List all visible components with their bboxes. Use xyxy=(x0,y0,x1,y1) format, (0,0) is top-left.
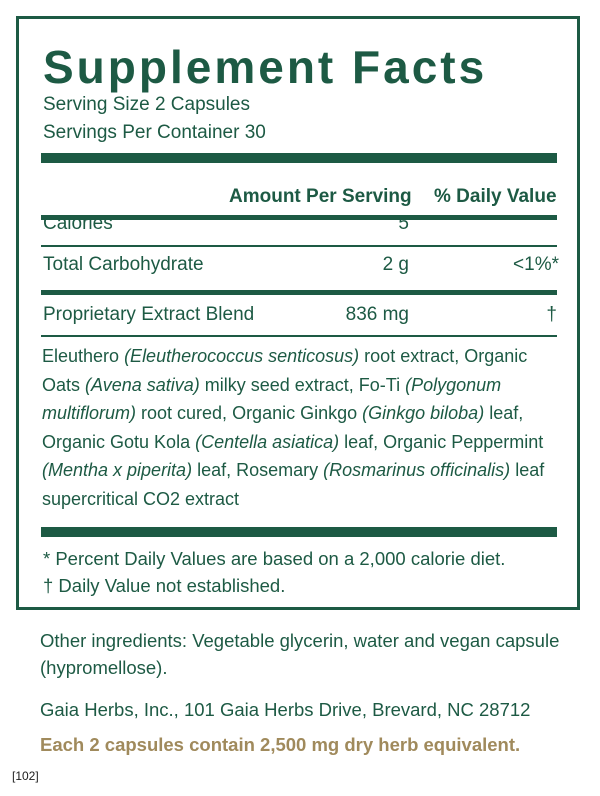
row-carbohydrate-amount: 2 g xyxy=(382,254,409,275)
divider-thin xyxy=(41,245,557,247)
header-amount-per-serving: Amount Per Serving xyxy=(229,186,412,207)
ingredient-text: leaf, Organic Gotu Kola xyxy=(42,403,524,452)
botanical-name: (Polygonum multiflorum) xyxy=(42,374,502,423)
footnote-daily-values: * Percent Daily Values are based on a 2,000 calorie diet. xyxy=(43,548,506,569)
herb-equivalent-statement: Each 2 capsules contain 2,500 mg dry herb equivalent. xyxy=(40,734,521,755)
panel-title: Supplement Facts xyxy=(43,41,488,93)
botanical-name: (Mentha x piperita) xyxy=(42,460,193,480)
ingredient-text: milky seed extract, Fo-Ti xyxy=(199,374,406,395)
row-blend-name: Proprietary Extract Blend xyxy=(43,304,255,325)
botanical-name: (Avena sativa) xyxy=(85,374,200,395)
servings-per-container: Servings Per Container 30 xyxy=(43,122,266,143)
row-carbohydrate-dv: <1%* xyxy=(513,254,559,275)
ingredient-text: leaf, Rosemary xyxy=(192,460,324,480)
botanical-name: (Ginkgo biloba) xyxy=(362,403,485,423)
botanical-name: (Centella asiatica) xyxy=(195,431,340,452)
ingredient-text: root extract, Organic Oats xyxy=(42,346,528,395)
other-ingredients: Other ingredients: Vegetable glycerin, water and vegan capsule (hypromellose). xyxy=(40,630,560,678)
botanical-name: (Rosmarinus officinalis) xyxy=(323,460,511,480)
footnote-not-established: † Daily Value not established. xyxy=(43,575,286,596)
row-calories-name: Calories xyxy=(43,213,113,234)
divider-medium xyxy=(41,290,557,295)
divider-thin xyxy=(41,335,557,337)
divider-thick xyxy=(41,527,557,537)
label-code: [102] xyxy=(12,769,39,783)
ingredient-text: root cured, Organic Ginkgo xyxy=(136,403,363,423)
supplement-facts-panel xyxy=(16,16,580,610)
ingredient-text: Eleuthero xyxy=(42,346,125,366)
ingredient-text: leaf, Organic Peppermint xyxy=(339,431,544,452)
header-daily-value: % Daily Value xyxy=(434,186,557,207)
row-blend-dv: † xyxy=(546,304,557,325)
serving-size: Serving Size 2 Capsules xyxy=(43,94,250,115)
manufacturer-address: Gaia Herbs, Inc., 101 Gaia Herbs Drive, Brevard, NC 28712 xyxy=(40,699,531,720)
ingredient-text: leaf supercritical CO2 extract xyxy=(42,460,545,509)
row-calories-amount: 5 xyxy=(398,213,409,234)
blend-ingredients xyxy=(42,342,562,513)
divider-thick xyxy=(41,153,557,163)
row-blend-amount: 836 mg xyxy=(345,304,409,325)
botanical-name: (Eleutherococcus senticosus) xyxy=(124,346,360,366)
row-carbohydrate-name: Total Carbohydrate xyxy=(43,254,204,275)
